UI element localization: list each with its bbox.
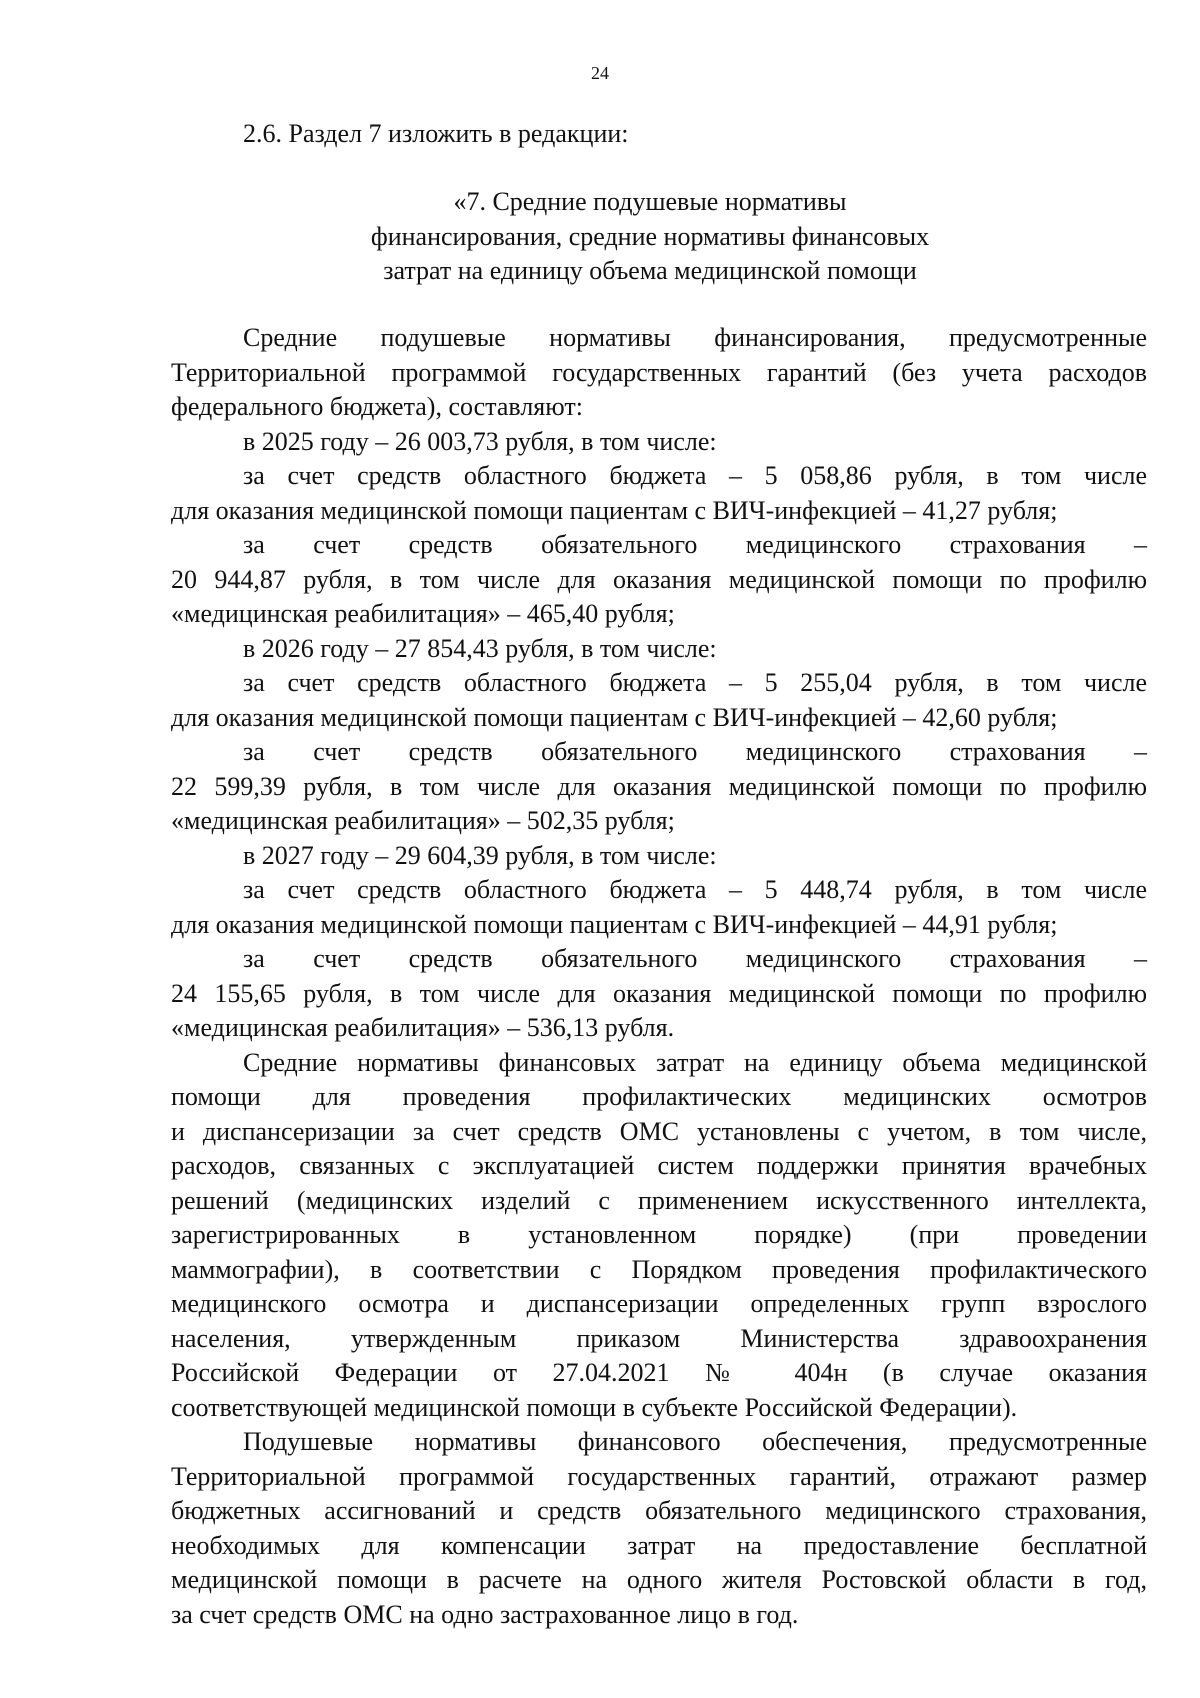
text-line: и диспансеризации за счет средств ОМС установлены с учетом, в том числе, bbox=[171, 1116, 1147, 1146]
page-number: 24 bbox=[591, 63, 609, 83]
section-title bbox=[290, 186, 1010, 290]
text-line: за счет средств областного бюджета – 5 058,86 рубля, в том числе bbox=[243, 461, 1147, 490]
document-body bbox=[171, 321, 1147, 1632]
text-line: расходов, связанных с эксплуатацией систем поддержки принятия врачебных bbox=[171, 1151, 1147, 1180]
text-line: населения, утвержденным приказом Министерства здравоохранения bbox=[171, 1323, 1147, 1353]
section-title-line: финансирования, средние нормативы финансовых bbox=[370, 221, 930, 251]
text-line: медицинской помощи в расчете на одного жителя Ростовской области в год, bbox=[171, 1565, 1147, 1594]
text-line: в 2026 году – 27 854,43 рубля, в том числе: bbox=[243, 633, 717, 663]
text-line: за счет средств обязательного медицинского страхования – bbox=[243, 944, 1147, 973]
text-line: за счет средств ОМС на одно застрахованное лицо в год. bbox=[171, 1599, 799, 1629]
section-intro: 2.6. Раздел 7 изложить в редакции: bbox=[243, 119, 629, 148]
text-line: соответствующей медицинской помощи в субъекте Российской Федерации). bbox=[171, 1392, 1018, 1422]
text-line: для оказания медицинской помощи пациентам с ВИЧ-инфекцией – 44,91 рубля; bbox=[171, 909, 1058, 939]
section-title-line: «7. Средние подушевые нормативы bbox=[453, 187, 847, 216]
text-line: в 2027 году – 29 604,39 рубля, в том числе: bbox=[243, 840, 717, 870]
text-line: Территориальной программой государственных гарантий (без учета расходов bbox=[171, 357, 1147, 387]
text-line: за счет средств областного бюджета – 5 448,74 рубля, в том числе bbox=[243, 875, 1147, 904]
text-line: Средние подушевые нормативы финансирования, предусмотренные bbox=[243, 323, 1147, 352]
text-line: Подушевые нормативы финансового обеспечения, предусмотренные bbox=[243, 1427, 1147, 1456]
text-line: «медицинская реабилитация» – 536,13 рубля. bbox=[171, 1013, 675, 1042]
text-line: за счет средств обязательного медицинского страхования – bbox=[243, 737, 1147, 766]
text-line: за счет средств областного бюджета – 5 255,04 рубля, в том числе bbox=[243, 668, 1147, 697]
section-title-line: затрат на единицу объема медицинской помощи bbox=[383, 256, 917, 285]
text-line: 20 944,87 рубля, в том числе для оказания медицинской помощи по профилю bbox=[171, 564, 1147, 594]
text-line: Средние нормативы финансовых затрат на единицу объема медицинской bbox=[243, 1047, 1147, 1077]
text-line: бюджетных ассигнований и средств обязательного медицинского страхования, bbox=[171, 1496, 1147, 1525]
text-line: необходимых для компенсации затрат на предоставление бесплатной bbox=[171, 1530, 1147, 1560]
text-line: Российской Федерации от 27.04.2021 № 404н (в случае оказания bbox=[171, 1358, 1147, 1387]
text-line: Территориальной программой государственных гарантий, отражают размер bbox=[171, 1461, 1147, 1491]
text-line: медицинского осмотра и диспансеризации определенных групп взрослого bbox=[171, 1289, 1147, 1318]
text-line: в 2025 году – 26 003,73 рубля, в том числе: bbox=[243, 426, 717, 456]
text-line: решений (медицинских изделий с применением искусственного интеллекта, bbox=[171, 1185, 1147, 1215]
text-line: помощи для проведения профилактических медицинских осмотров bbox=[171, 1082, 1147, 1111]
text-line: федерального бюджета), составляют: bbox=[171, 392, 583, 421]
text-line: зарегистрированных в установленном порядке) (при проведении bbox=[171, 1220, 1147, 1249]
text-line: «медицинская реабилитация» – 502,35 рубля; bbox=[171, 806, 675, 835]
text-line: для оказания медицинской помощи пациентам с ВИЧ-инфекцией – 41,27 рубля; bbox=[171, 495, 1058, 525]
text-line: 24 155,65 рубля, в том числе для оказания медицинской помощи по профилю bbox=[171, 978, 1147, 1008]
text-line: маммографии), в соответствии с Порядком проведения профилактического bbox=[171, 1254, 1147, 1284]
text-line: «медицинская реабилитация» – 465,40 рубля; bbox=[171, 599, 675, 628]
text-line: для оказания медицинской помощи пациентам с ВИЧ-инфекцией – 42,60 рубля; bbox=[171, 702, 1058, 732]
text-line: 22 599,39 рубля, в том числе для оказания медицинской помощи по профилю bbox=[171, 771, 1147, 801]
text-line: за счет средств обязательного медицинского страхования – bbox=[243, 530, 1147, 559]
